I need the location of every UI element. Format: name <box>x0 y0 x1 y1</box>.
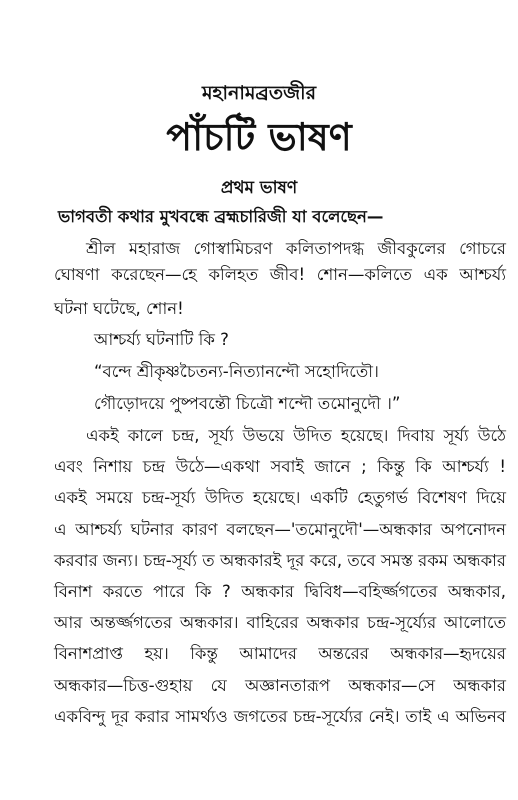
paragraph-line: একবিন্দু দূর করার সামর্থ্যও জগতের চন্দ্র-সূর্য্যের নেই। তাই এ অভিনব <box>54 707 506 726</box>
intro-line: ভাগবতী কথার মুখবন্ধে ব্রহ্মচারিজী যা বলেছেন— <box>58 207 384 226</box>
paragraph-line: একই সময়ে চন্দ্র-সূর্য্য উদিত হয়েছে। একটি হেতুগর্ভ বিশেষণ দিয়ে <box>54 488 506 507</box>
paragraph-line: এবং নিশায় চন্দ্র উঠে—একথা সবাই জানে ; কিন্তু কি আশ্চর্য্য ! <box>54 457 506 476</box>
paragraph-line: অন্ধকার—চিত্ত-গুহায় যে অজ্ঞানতারূপ অন্ধকার—সে অন্ধকার <box>54 676 506 695</box>
paragraph-line: আর অন্তর্জ্জগতের অন্ধকার। বাহিরের অন্ধকার চন্দ্র-সূর্য্যের আলোতে <box>54 613 506 632</box>
paragraph-line: শ্রীল মহারাজ গোস্বামিচরণ কলিতাপদগ্ধ জীবকুলের গোচরে <box>86 239 506 258</box>
paragraph-line: একই কালে চন্দ্র, সূর্য্য উভয়ে উদিত হয়েছে। দিবায় সূর্য্য উঠে <box>86 426 506 445</box>
verse-line: গৌড়োদয়ে পুষ্পবন্তৌ চিত্রৌ শন্দৌ তমোনুদৌ ।” <box>94 394 401 413</box>
paragraph-line: ঘটনা ঘটেছে, শোন! <box>54 299 184 318</box>
question-line: আশ্চর্য্য ঘটনাটি কি ? <box>94 330 229 349</box>
paragraph-line: এ আশ্চর্য্য ঘটনার কারণ বলছেন—'তমোনুদৌ'—অন্ধকার অপনোদন <box>54 520 506 539</box>
section-subtitle: প্রথম ভাষণ <box>220 178 298 198</box>
paragraph-line: ঘোষণা করেছেন—হে কলিহত জীব! শোন—কলিতে এক আশ্চর্য্য <box>54 265 506 284</box>
page-title: পাঁচটি ভাষণ <box>166 115 352 159</box>
paragraph-line: করবার জন্য। চন্দ্র-সূর্য্য ত অন্ধকারই দূর করে, তবে সমস্ত রকম অন্ধকার <box>54 551 506 570</box>
paragraph-line: বিনাশপ্রাপ্ত হয়। কিন্তু আমাদের অন্তরের অন্ধকার—হৃদয়ের <box>54 644 506 663</box>
author-heading: মহানামব্রতজীর <box>201 82 317 104</box>
verse-line: “বন্দে শ্রীকৃষ্ণচৈতন্য-নিত্যানন্দৌ সহোদিতৌ। <box>94 362 379 381</box>
paragraph-line: বিনাশ করতে পারে কি ? অন্ধকার দ্বিবিধ—বহির্জ্জগতের অন্ধকার, <box>54 582 506 601</box>
